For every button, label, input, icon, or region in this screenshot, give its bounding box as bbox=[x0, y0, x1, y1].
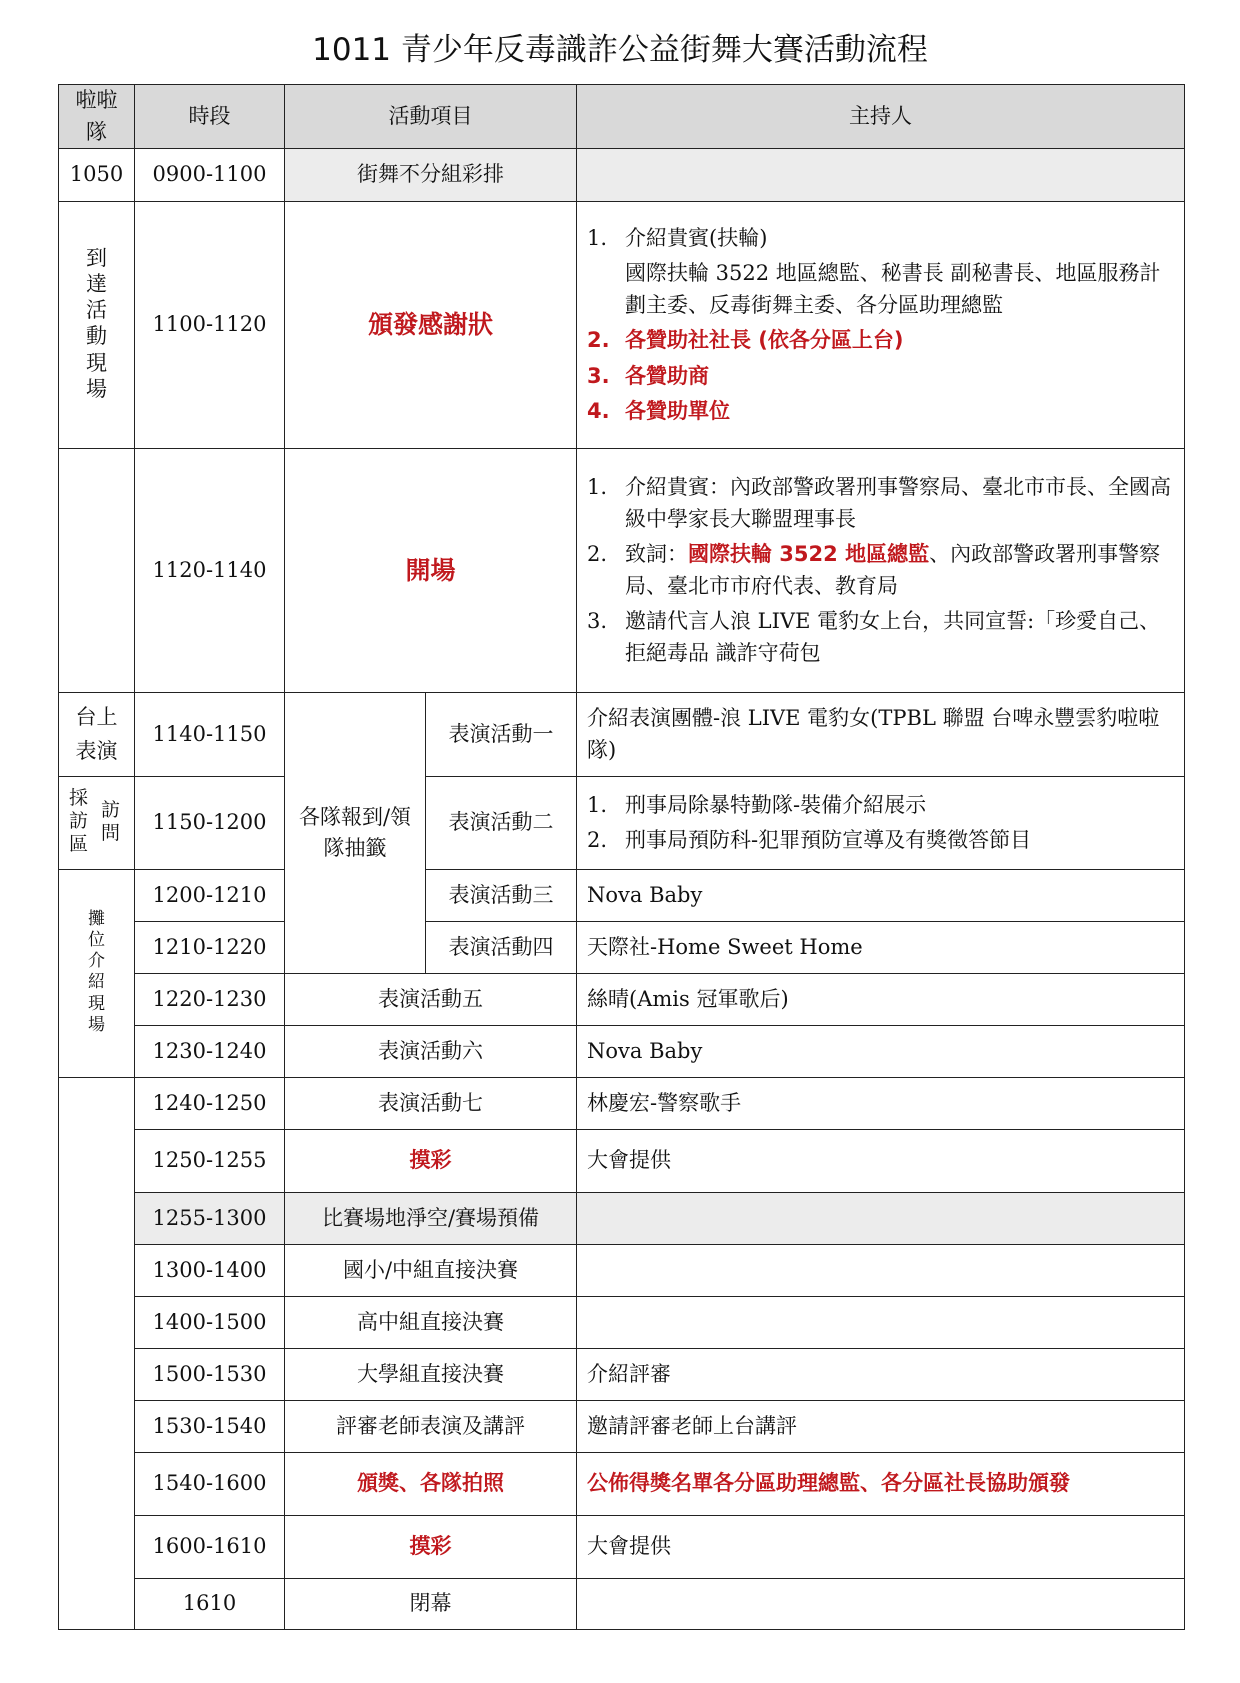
item-text: 邀請代言人浪 LIVE 電豹女上台，共同宣誓:「珍愛自己、拒絕毒品 識詐守荷包 bbox=[625, 609, 1161, 665]
activity-cell bbox=[285, 1453, 577, 1516]
table-row bbox=[59, 1453, 1185, 1516]
booth-label: 攤位介紹現場 bbox=[88, 908, 105, 1035]
time-cell: 1100-1120 bbox=[135, 202, 285, 449]
activity-cell: 高中組直接決賽 bbox=[285, 1297, 577, 1349]
table-row bbox=[59, 1516, 1185, 1579]
item-number: 3. bbox=[587, 363, 610, 388]
table-row bbox=[59, 1401, 1185, 1453]
item-number: 1. bbox=[587, 475, 608, 499]
table-row bbox=[59, 777, 1185, 870]
time-cell: 1240-1250 bbox=[135, 1078, 285, 1130]
table-row bbox=[59, 1130, 1185, 1193]
activity-cell: 表演活動七 bbox=[285, 1078, 577, 1130]
activity-cell: 閉幕 bbox=[285, 1579, 577, 1630]
activity-cell: 表演活動五 bbox=[285, 974, 577, 1026]
activity-label-red: 頒發感謝狀 bbox=[367, 310, 493, 340]
left-label-booth bbox=[59, 870, 135, 1078]
table-row bbox=[59, 449, 1185, 693]
item-number: 2. bbox=[587, 328, 610, 352]
time-cell: 1530-1540 bbox=[135, 1401, 285, 1453]
header-time: 時段 bbox=[135, 85, 285, 149]
stage-label-a: 台上 bbox=[75, 704, 118, 729]
host-list bbox=[587, 223, 1174, 428]
list-item bbox=[587, 258, 1174, 321]
time-cell: 1400-1500 bbox=[135, 1297, 285, 1349]
table-row bbox=[59, 202, 1185, 449]
table-row bbox=[59, 1297, 1185, 1349]
item-number: 2. bbox=[587, 542, 608, 566]
arrive-label: 到達活動現場 bbox=[85, 245, 107, 401]
activity-cell: 大學組直接決賽 bbox=[285, 1349, 577, 1401]
activity-cell: 街舞不分組彩排 bbox=[285, 149, 577, 202]
host-cell: 林慶宏-警察歌手 bbox=[577, 1078, 1185, 1130]
time-cell: 1300-1400 bbox=[135, 1245, 285, 1297]
host-cell: 介紹表演團體-浪 LIVE 電豹女(TPBL 聯盟 台啤永豐雲豹啦啦隊) bbox=[577, 693, 1185, 777]
table-row bbox=[59, 149, 1185, 202]
left-label-empty bbox=[59, 449, 135, 693]
header-activity: 活動項目 bbox=[285, 85, 577, 149]
host-cell bbox=[577, 1453, 1185, 1516]
item-text-red: 國際扶輪 3522 地區總監 bbox=[688, 542, 930, 566]
item-text: 刑事局預防科-犯罪預防宣導及有獎徵答節目 bbox=[625, 828, 1032, 852]
item-text: 各贊助社社長 (依各分區上台) bbox=[625, 328, 904, 352]
host-text-red: 公佈得獎名單各分區助理總監、各分區社長協助頒發 bbox=[587, 1471, 1070, 1496]
activity-cell: 表演活動六 bbox=[285, 1026, 577, 1078]
left-label-stage bbox=[59, 693, 135, 777]
schedule-table bbox=[58, 84, 1185, 1630]
activity-cell: 表演活動二 bbox=[426, 777, 577, 870]
host-cell: 邀請評審老師上台講評 bbox=[577, 1401, 1185, 1453]
activity-cell bbox=[285, 449, 577, 693]
interview-label: 訪問 bbox=[101, 799, 121, 844]
activity-cell: 表演活動三 bbox=[426, 870, 577, 922]
list-item bbox=[587, 396, 1174, 428]
time-cell: 1600-1610 bbox=[135, 1516, 285, 1579]
host-cell bbox=[577, 1297, 1185, 1349]
stage-label-b: 表演 bbox=[75, 739, 118, 763]
host-cell bbox=[577, 149, 1185, 202]
table-row bbox=[59, 1193, 1185, 1245]
host-cell: Nova Baby bbox=[577, 870, 1185, 922]
time-cell: 1540-1600 bbox=[135, 1453, 285, 1516]
list-item bbox=[587, 325, 1174, 357]
time-cell: 1120-1140 bbox=[135, 449, 285, 693]
table-row bbox=[59, 1026, 1185, 1078]
host-cell bbox=[577, 1579, 1185, 1630]
item-number: 1. bbox=[587, 225, 608, 250]
item-number: 4. bbox=[587, 399, 610, 423]
left-label-1050: 1050 bbox=[59, 149, 135, 202]
activity-label-red: 摸彩 bbox=[409, 1534, 452, 1559]
table-row bbox=[59, 870, 1185, 922]
host-cell bbox=[577, 1245, 1185, 1297]
host-cell: Nova Baby bbox=[577, 1026, 1185, 1078]
activity-cell bbox=[285, 1130, 577, 1193]
activity-label-red: 頒獎、各隊拍照 bbox=[357, 1471, 504, 1496]
activity-cell: 評審老師表演及講評 bbox=[285, 1401, 577, 1453]
item-subtext: 國際扶輪 3522 地區總監、秘書長 副秘書長、地區服務計劃主委、反毒街舞主委、各分區助理總監 bbox=[625, 261, 1161, 317]
list-item bbox=[587, 790, 1174, 822]
time-cell: 0900-1100 bbox=[135, 149, 285, 202]
table-row bbox=[59, 922, 1185, 974]
item-number: 3. bbox=[587, 609, 608, 633]
table-row bbox=[59, 693, 1185, 777]
host-cell bbox=[577, 1193, 1185, 1245]
activity-label-red: 摸彩 bbox=[409, 1148, 452, 1173]
table-row bbox=[59, 1245, 1185, 1297]
header-cheer: 啦啦隊 bbox=[59, 85, 135, 149]
time-cell: 1200-1210 bbox=[135, 870, 285, 922]
item-text: 各贊助單位 bbox=[625, 399, 730, 423]
item-number: 2. bbox=[587, 828, 608, 852]
host-cell: 大會提供 bbox=[577, 1516, 1185, 1579]
list-item bbox=[587, 539, 1174, 602]
table-row bbox=[59, 1078, 1185, 1130]
host-cell bbox=[577, 777, 1185, 870]
header-host: 主持人 bbox=[577, 85, 1185, 149]
time-cell: 1230-1240 bbox=[135, 1026, 285, 1078]
list-item bbox=[587, 361, 1174, 393]
time-cell: 1140-1150 bbox=[135, 693, 285, 777]
item-text-pre: 致詞： bbox=[625, 542, 688, 566]
activity-cell: 表演活動一 bbox=[426, 693, 577, 777]
group-label-cell: 各隊報到/領隊抽籤 bbox=[285, 693, 426, 974]
item-number: 1. bbox=[587, 792, 608, 817]
item-text: 刑事局除暴特勤隊-裝備介紹展示 bbox=[625, 792, 927, 817]
activity-cell bbox=[285, 1516, 577, 1579]
list-item bbox=[587, 825, 1174, 857]
list-item bbox=[587, 606, 1174, 669]
host-cell: 天際社-Home Sweet Home bbox=[577, 922, 1185, 974]
left-label-arrive bbox=[59, 202, 135, 449]
table-row bbox=[59, 1579, 1185, 1630]
list-item bbox=[587, 472, 1174, 535]
item-text-post: 、內政部警政署刑事警察局、臺北市市府代表、教育局 bbox=[625, 542, 1161, 598]
activity-cell: 比賽場地淨空/賽場預備 bbox=[285, 1193, 577, 1245]
activity-label-red: 開場 bbox=[405, 555, 456, 585]
list-item bbox=[587, 223, 1174, 255]
item-text: 介紹貴賓：內政部警政署刑事警察局、臺北市市長、全國高級中學家長大聯盟理事長 bbox=[625, 475, 1171, 531]
host-cell: 大會提供 bbox=[577, 1130, 1185, 1193]
activity-cell bbox=[285, 202, 577, 449]
left-label-interview bbox=[59, 777, 135, 870]
time-cell: 1220-1230 bbox=[135, 974, 285, 1026]
time-cell: 1255-1300 bbox=[135, 1193, 285, 1245]
activity-cell: 國小/中組直接決賽 bbox=[285, 1245, 577, 1297]
host-cell bbox=[577, 449, 1185, 693]
host-list bbox=[587, 790, 1174, 857]
time-cell: 1500-1530 bbox=[135, 1349, 285, 1401]
host-list bbox=[587, 472, 1174, 669]
time-cell: 1250-1255 bbox=[135, 1130, 285, 1193]
item-text: 介紹貴賓(扶輪) bbox=[625, 225, 768, 250]
left-label-empty bbox=[59, 1078, 135, 1630]
document-title: 1011 青少年反毒識詐公益街舞大賽活動流程 bbox=[312, 32, 928, 68]
host-cell: 介紹評審 bbox=[577, 1349, 1185, 1401]
interview-area-label: 採訪區 bbox=[69, 787, 89, 855]
time-cell: 1610 bbox=[135, 1579, 285, 1630]
header-row bbox=[59, 85, 1185, 149]
time-cell: 1150-1200 bbox=[135, 777, 285, 870]
item-text: 各贊助商 bbox=[625, 363, 709, 388]
activity-cell: 表演活動四 bbox=[426, 922, 577, 974]
time-cell: 1210-1220 bbox=[135, 922, 285, 974]
host-cell bbox=[577, 202, 1185, 449]
host-cell: 絲晴(Amis 冠軍歌后) bbox=[577, 974, 1185, 1026]
table-row bbox=[59, 1349, 1185, 1401]
table-row bbox=[59, 974, 1185, 1026]
